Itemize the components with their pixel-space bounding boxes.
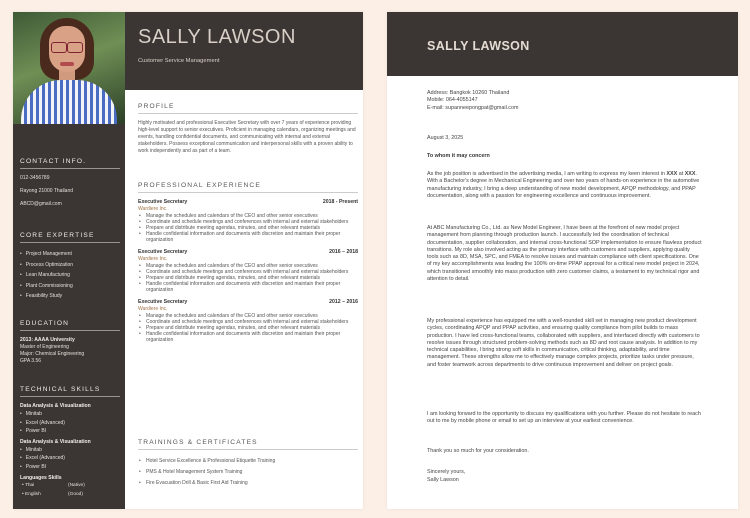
resume-name: SALLY LAWSON [138,26,296,48]
job-entry [138,299,358,343]
expertise-list [20,249,120,302]
list-item: • Prepare and distribute meeting agendas, minutes, and other relevant materials [146,325,358,331]
list-item: • Hotel Service Excellence & Professional Etiquette Training [146,456,358,467]
skills-heading: TECHNICAL SKILLS [20,386,120,397]
cover-header [387,12,738,76]
profile-photo [13,12,125,124]
list-item: • Prepare and distribute meeting agendas, minutes, and other relevant materials [146,275,358,281]
cover-closing: Sincerely yours, [427,469,466,475]
education-gpa: GPA 3.56 [20,358,42,364]
skills-section [20,386,120,499]
contact-phone: 012-3456789 [20,175,50,181]
list-item: • Coordinate and schedule meetings and conferences with internal and external stakeholders [146,269,358,275]
list-item: • Fire Evacuation Drill & Basic First Aid Training [146,478,358,489]
cover-contact [427,90,702,112]
skills-group2-title: Data Analysis & Visualization [20,438,91,445]
language-level: (Good) [68,491,83,497]
list-item: • Plant Commissioning [20,281,120,292]
job-dates: 2016 – 2018 [329,249,358,255]
resume-page [13,12,363,509]
language-row: • English (Good) [20,491,120,500]
cover-paragraph-4: I am looking forward to the opportunity to discuss my qualifications with you further. Please do not hesitate to reach out to me by mobile phone or email to set up an interview at your earliest convenience. [427,411,701,425]
list-item: • Handle confidential information and documents with discretion and maintain their proper organization [146,231,358,243]
cover-salutation: To whom it may concern [427,153,490,159]
job-dates: 2018 - Present [322,199,358,205]
list-item: • Minitab [20,410,120,419]
profile-heading: PROFILE [138,103,358,114]
cover-address: Address: Bangkok 10260 Thailand [427,90,510,96]
contact-section [20,158,120,208]
job-entry [138,199,358,243]
list-item: • Lean Manufacturing [20,270,120,281]
list-item: • Coordinate and schedule meetings and conferences with internal and external stakeholders [146,219,358,225]
experience-heading: PROFESSIONAL EXPERIENCE [138,182,358,193]
list-item: • Project Management [20,249,120,260]
skills-group2-list [20,446,120,472]
contact-email: ABCD@gmail.com [20,201,62,207]
position-placeholder: XXX [666,171,678,177]
list-item: • Excel (Advanced) [20,419,120,428]
education-section [20,320,120,365]
list-item: • Power BI [20,427,120,436]
job-company: Wardiere Inc. [138,206,168,212]
resume-job-title: Customer Service Management [138,58,220,64]
contact-address: Rayong 21000 Thailand [20,188,74,194]
list-item: • Handle confidential information and documents with discretion and maintain their proper organization [146,281,358,293]
list-item: • Handle confidential information and documents with discretion and maintain their proper organization [146,331,358,343]
experience-section [138,182,358,349]
list-item: • Power BI [20,463,120,472]
language-level: (Native) [68,483,85,488]
profile-text: Highly motivated and professional Executive Secretary with over 7 years of experience providing high-level support to senior executives. Proficient in managing calendars, organizing meetings and events, handling confidential documents, and communicating with internal and external stakeholders. Possess exceptional communication and interpersonal skills with a proven ability to work independently and as part of a team. [138,120,356,154]
skills-group1-title: Data Analysis & Visualization [20,403,91,409]
language-name: Thai [24,483,35,488]
job-dates: 2012 – 2016 [329,299,358,305]
job-entry [138,249,358,293]
cover-signature-name: Sally Lawson [427,477,459,483]
contact-heading: CONTACT INFO. [20,158,120,169]
resume-sidebar [13,12,125,509]
cover-date: August 3, 2025 [427,135,464,141]
cover-paragraph-2: At ABC Manufacturing Co., Ltd. as New Model Engineer, I have been at the forefront of new model project management from planning through production launch. I successfully led the coordination of technical documentation, supplier collaboration, and internal cross-functional SOP implementation to ensure flawless product transitions. My role also involved acting as the primary interface with customers and suppliers, applying quality tools such as 8D, MSA, SPC, and FMEA to resolve issues and maintain compliance with client specifications. One of my key accomplishments was leading the 100% on-time PPAP approval for a critical new model project in 2024, which transitioned smoothly into mass production with zero customer claims, a testament to my technical rigor and attention to detail. [427,225,702,283]
list-item: • Manage the schedules and calendars of the CEO and other senior executives [146,313,358,319]
language-name: English [25,491,41,497]
language-row: • Thai (Native) [20,482,120,491]
job-role: Executive Secretary [138,249,188,255]
expertise-heading: CORE EXPERTISE [20,232,120,243]
education-heading: EDUCATION [20,320,120,331]
job-company: Wardiere Inc. [138,256,168,262]
education-degree: Master of Engineering [20,344,69,350]
cover-email: E-mail: supanneepongpat@gmail.com [427,104,519,111]
cover-name: SALLY LAWSON [427,39,530,53]
job-role: Executive Secretary [138,199,188,205]
list-item: • Excel (Advanced) [20,454,120,463]
list-item: • Feasibility Study [20,291,120,302]
list-item: • Process Optimization [20,260,120,271]
cover-paragraph-1: As the job position is advertised in the advertising media, I am writing to express my keen interest in XXX at XXX. With a Bachelor's degree in Mechanical Engineering and over two years of hands-on experience in the automotive manufacturing industry, I bring a deep understanding of new model development, APQP methodology, and PPAP documentation, along with a passion for engineering excellence and continuous improvement. [427,171,700,199]
cover-letter-page [387,12,738,509]
resume-header [125,12,363,90]
training-heading: TRAININGS & CERTIFICATES [138,439,358,450]
job-company: Wardiere Inc. [138,306,168,312]
languages-title: Languages Skills [20,475,62,481]
list-item: • Minitab [20,446,120,455]
job-role: Executive Secretary [138,299,188,305]
profile-section [138,103,358,155]
expertise-section [20,232,120,302]
list-item: • Manage the schedules and calendars of the CEO and other senior executives [146,263,358,269]
list-item: • PMS & Hotel Management System Training [146,467,358,478]
list-item: • Coordinate and schedule meetings and conferences with internal and external stakeholders [146,319,358,325]
education-major: Major: Chemical Engineering [20,351,85,357]
education-school: 2013: AAAA University [20,337,75,343]
skills-group1-list [20,410,120,436]
cover-paragraph-3: My professional experience has equipped me with a well-rounded skill set in managing new product development cycles, coordinating APQP and PPAP activities, and ensuring quality compliance from pilot builds to mass production. I have led cross-functional teams, collaborated with suppliers, and interfaced directly with customers to resolve issues through structured problem-solving methods such as 8D and root cause analysis. In addition to my technical capabilities, I bring strong soft skills in communication, critical thinking, adaptability, and time management. These strengths allow me to effectively manage complex projects, prioritize tasks under pressure, and foster teamwork across departments to drive continuous improvement and deliver on project goals. [427,318,700,368]
company-placeholder: XXX [684,171,696,177]
list-item: • Manage the schedules and calendars of the CEO and other senior executives [146,213,358,219]
cover-mobile: Mobile: 064-4055147 [427,97,478,104]
training-section [138,439,358,489]
list-item: • Prepare and distribute meeting agendas, minutes, and other relevant materials [146,225,358,231]
cover-paragraph-5: Thank you so much for your consideration. [427,448,529,454]
